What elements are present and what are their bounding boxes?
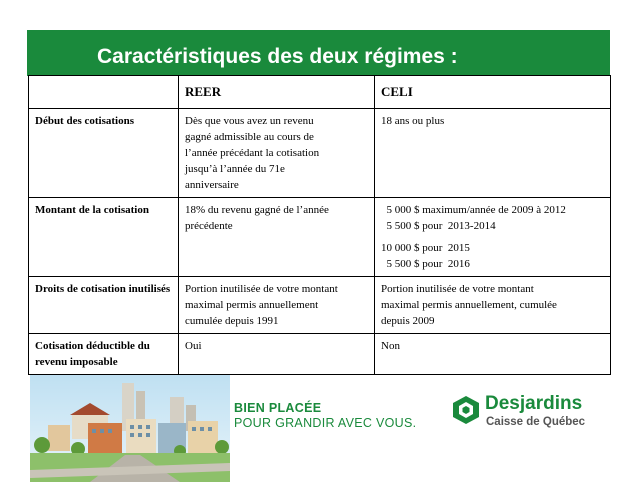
brand-subtitle: Caisse de Québec xyxy=(486,416,586,428)
cell-line: maximal permis annuellement xyxy=(185,299,319,311)
reer-cell xyxy=(179,109,375,198)
slide-title: Caractéristiques des deux régimes : xyxy=(97,45,458,68)
cell-line: 5 500 $ pour 2013-2014 xyxy=(381,220,496,232)
cell-line: Dès que vous avez un revenu xyxy=(185,115,314,127)
row-label: Droits de cotisation inutilisés xyxy=(29,277,179,334)
header-empty xyxy=(29,76,179,109)
cell-line: 18 ans ou plus xyxy=(381,115,445,127)
table-header-row xyxy=(29,76,611,109)
brand-name: Desjardins xyxy=(485,393,583,414)
slogan-bold: BIEN PLACÉE xyxy=(234,401,322,415)
cell-line: anniversaire xyxy=(185,179,239,191)
cell-line: 18% du revenu gagné de l’année xyxy=(185,204,329,216)
row-label: Montant de la cotisation xyxy=(29,198,179,277)
desjardins-logo-icon xyxy=(452,395,480,425)
cell-line: cumulée depuis 1991 xyxy=(185,315,279,327)
slogan xyxy=(234,401,416,431)
table-row xyxy=(29,109,611,198)
reer-cell xyxy=(179,334,375,375)
comparison-table xyxy=(28,75,611,375)
reer-cell xyxy=(179,277,375,334)
celi-cell xyxy=(375,109,611,198)
slogan-text: POUR GRANDIR AVEC VOUS. xyxy=(234,416,417,430)
header-celi: CELI xyxy=(375,76,611,109)
cell-line: Portion inutilisée de votre montant xyxy=(185,283,338,295)
cell-line: précédente xyxy=(185,220,233,232)
table-row xyxy=(29,277,611,334)
row-label: Cotisation déductible du revenu imposable xyxy=(29,334,179,375)
cell-line: maximal permis annuellement, cumulée xyxy=(381,299,557,311)
row-label: Début des cotisations xyxy=(29,109,179,198)
table-row xyxy=(29,198,611,277)
cell-line: Oui xyxy=(185,340,202,352)
city-illustration xyxy=(30,375,230,482)
cell-line: 5 000 $ maximum/année de 2009 à 2012 xyxy=(381,204,566,216)
cell-line: depuis 2009 xyxy=(381,315,435,327)
celi-cell xyxy=(375,198,611,277)
table-row xyxy=(29,334,611,375)
header-reer: REER xyxy=(179,76,375,109)
reer-cell xyxy=(179,198,375,277)
cell-line: 5 500 $ pour 2016 xyxy=(381,258,470,270)
cell-line: Non xyxy=(381,340,400,352)
cell-line: 10 000 $ pour 2015 xyxy=(381,242,470,254)
title-bar xyxy=(27,30,610,76)
cell-line: l’année précédant la cotisation xyxy=(185,147,320,159)
celi-cell xyxy=(375,334,611,375)
celi-cell xyxy=(375,277,611,334)
cell-line: gagné admissible au cours de xyxy=(185,131,314,143)
cell-line: Portion inutilisée de votre montant xyxy=(381,283,534,295)
cell-line: jusqu’à l’année du 71e xyxy=(185,163,285,175)
